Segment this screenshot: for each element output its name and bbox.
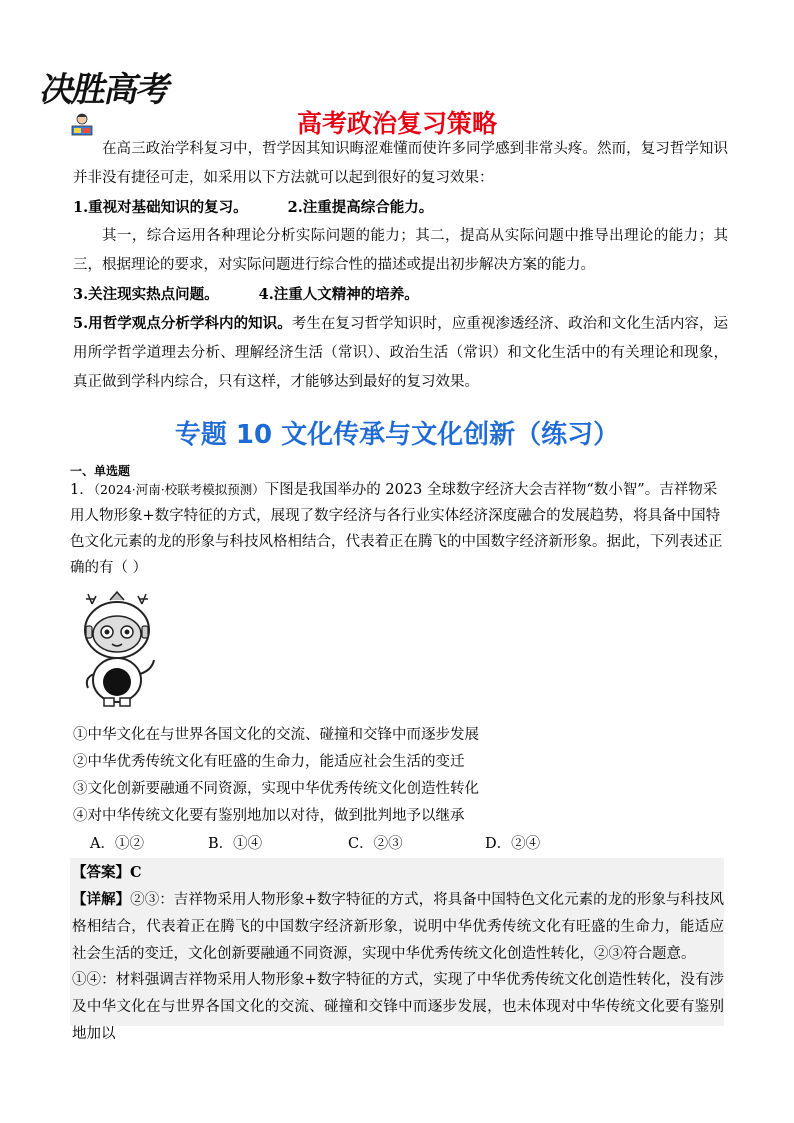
point-4: 4.注重人文精神的培养。 [258,286,419,303]
answer-detail-1 [72,886,724,968]
answer-detail-2: ①④：材料强调吉祥物采用人物形象+数字特征的方式，实现了中华优秀传统文化创造性转化，没有涉及中华文化在与世界各国文化的交流、碰撞和交锋中而逐步发展，也未体现对中华传统文化要有鉴别地加以 [72,972,724,1042]
point-5-heading: 5.用哲学观点分析学科内的知识。 [73,315,292,332]
logo-text: 决胜高考 [37,70,174,110]
point-5-text: 考生在复习哲学知识时，应重视渗透经济、政治和文化生活内容，运用所学哲学道理去分析、理解经济生活（常识）、政治生活（常识）和文化生活中的有关理论和现象，真正做到学科内综合，只有这样，才能够达到最好的复习效果。 [73,316,729,390]
point-2: 2.注重提高综合能力。 [287,199,434,216]
choice-c[interactable]: C．②③ [348,836,403,852]
question-number: 1． [70,482,94,498]
point-1: 1.重视对基础知识的复习。 [73,199,248,216]
answer-label: 【答案】C [72,864,142,881]
point-5-paragraph [73,309,728,397]
detail-text-1: ②③：吉祥物采用人物形象+数字特征的方式，将具备中国特色文化元素的龙的形象与科技风格相结合，代表着正在腾飞的中国数字经济新形象，说明中华优秀传统文化有旺盛的生命力，能适应社会生活的变迁，文化创新要融通不同资源，实现中华优秀传统文化创造性转化，②③符合题意。 [72,892,724,962]
choice-a[interactable]: A．①② [90,836,144,852]
statement-4: ④对中华传统文化要有鉴别地加以对待，做到批判地予以继承 [73,808,465,824]
question-text: 下图是我国举办的 2023 全球数字经济大会吉祥物“数小智”。吉祥物采用人物形象+数字特征的方式，展现了数字经济与各行业实体经济深度融合的发展趋势，将具备中国特色文化元素的龙的形象与科技风格相结合，代表着正在腾飞的中国数字经济新形象。据此，下列表述正确的有（ ） [70,482,723,576]
statement-3: ③文化创新要融通不同资源，实现中华优秀传统文化创造性转化 [73,781,479,797]
point-3: 3.关注现实热点问题。 [73,286,219,303]
statement-2: ②中华优秀传统文化有旺盛的生命力，能适应社会生活的变迁 [73,754,465,770]
detail-label: 【详解】 [72,891,131,908]
question-1 [70,477,730,581]
topic-title: 专题 10 文化传承与文化创新（练习） [174,420,620,450]
page-title: 高考政治复习策略 [296,109,497,138]
intro-points-row-2 [73,280,728,309]
intro-points-row-1 [73,193,728,222]
ability-paragraph: 其一，综合运用各种理论分析实际问题的能力；其二，提高从实际问题中推导出理论的能力；其三，根据理论的要求，对实际问题进行综合性的描述或提出初步解决方案的能力。 [73,228,728,273]
choice-d[interactable]: D．②④ [485,836,541,852]
intro-paragraph: 在高三政治学科复习中，哲学因其知识晦涩难懂而使许多同学感到非常头疼。然而，复习哲学知识并非没有捷径可走，如采用以下方法就可以起到很好的复习效果： [73,141,728,186]
statement-1: ①中华文化在与世界各国文化的交流、碰撞和交锋中而逐步发展 [73,727,479,743]
answer-choices [90,832,570,858]
choice-b[interactable]: B．①④ [208,836,263,852]
mascot-image [72,590,162,710]
section-label: 一、单选题 [70,464,131,478]
question-source: （2024·河南·校联考模拟预测） [93,482,265,497]
